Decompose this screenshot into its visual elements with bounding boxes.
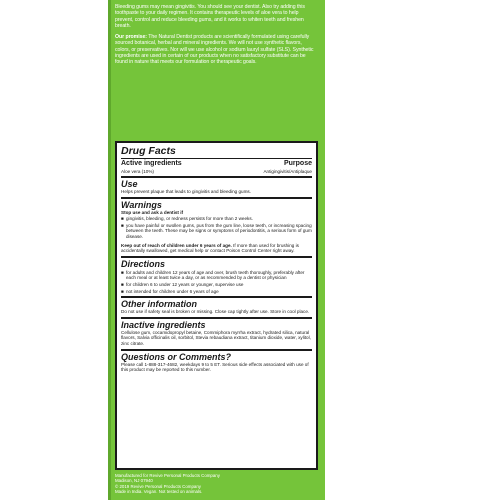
active-ingredients-heading: Active ingredients [121, 160, 182, 167]
warning-bullet-text: you have painful or swollen gums, pus from the gum line, loose teeth, or increasing spacing between the teeth. These may be signs or symptoms of periodontitis, a serious form of gum disease. [126, 222, 312, 239]
questions-text: Please call 1-888-317-4682, weekdays 9 to 5 ET. Serious side effects associated with use of this product may be reported to this number. [121, 361, 309, 373]
directions-bullet-text: for adults and children 12 years of age and over, brush teeth thoroughly, preferably after each meal or at least twice a day, or as recommended by a dentist or physician [126, 269, 305, 281]
directions-bullet [121, 270, 312, 281]
bullet-icon: ■ [121, 281, 124, 287]
questions-heading: Questions or Comments? [121, 351, 232, 362]
directions-bullet [121, 289, 312, 295]
other-information-heading: Other information [121, 299, 197, 310]
use-heading: Use [121, 179, 138, 189]
inactive-ingredients-section [121, 319, 312, 351]
warning-bullet [121, 223, 312, 240]
drug-facts-title: Drug Facts [121, 145, 312, 159]
active-ingredient-name: Aloe vera (10%) [121, 169, 154, 174]
box-fold-edge [108, 0, 111, 500]
directions-heading: Directions [121, 258, 166, 269]
other-information-text: Do not use if safety seal is broken or missing. Close cap tightly after use. Store in cool place. [121, 309, 310, 315]
inactive-ingredients-text: Cellulose gum, cocamidopropyl betaine, Commiphora myrrha extract, hydrated silica, natural flavors, Salvia officinalis oil, sorbitol, Stevia rebaudiana extract, titanium dioxide, water, xylitol, zinc citrate. [121, 329, 311, 346]
purpose-heading: Purpose [283, 160, 312, 167]
footer-line: Manufactured for Revive Personal Products Company [115, 473, 220, 478]
directions-section [121, 258, 312, 298]
footer-line: Made in India. Vegan. Not tested on animals. [115, 489, 203, 495]
use-text: Helps prevent plaque that leads to gingivitis and bleeding gums. [121, 189, 251, 194]
promise-label: Our promise: [115, 34, 147, 41]
warnings-section [121, 199, 312, 258]
active-ingredient-row [121, 169, 312, 178]
warning-bullet-text: gingivitis, bleeding, or redness persists for more than 2 weeks. [126, 216, 253, 222]
intro-text-block [115, 4, 318, 71]
other-information-section [121, 298, 312, 319]
directions-bullet [121, 282, 312, 288]
footer-line: © 2019 Revive Personal Products Company [115, 483, 201, 489]
promise-paragraph [115, 34, 318, 65]
manufacturer-footer [115, 473, 318, 495]
warnings-heading: Warnings [121, 199, 162, 210]
inactive-ingredients-heading: Inactive ingredients [121, 319, 206, 330]
questions-section [121, 351, 312, 375]
active-ingredients-header-row [121, 159, 312, 169]
bullet-icon: ■ [121, 288, 124, 294]
keep-out-text [121, 243, 312, 254]
directions-bullet-text: not intended for children under 6 years of age [126, 288, 219, 294]
promise-text: The Natural Dentist products are scientifically formulated using carefully sourced botanical, herbal and mineral ingredients. We will not use synthetic flavors, colors, or preservatives. Nor will we use alcohol or sodium lauryl sulfate (SLS). Synthetic ingredients are used in certain of our products when no satisfactory substitute can be found in nature that meets our formulation or therapeutic goals. [115, 34, 314, 66]
use-section [121, 178, 312, 199]
drug-facts-panel [115, 141, 318, 470]
intro-paragraph: Bleeding gums may mean gingivitis. You should see your dentist. Also try adding this toothpaste to your daily regimen. It contains therapeutic levels of aloe vera to help prevent, control and reduce bleeding gums, and it works to whiten teeth and freshen breath. [115, 4, 305, 29]
directions-bullet-text: for children 6 to under 12 years or younger, supervise use [126, 281, 244, 287]
footer-line: Madison, NJ 07940 [115, 478, 153, 484]
bullet-icon: ■ [121, 216, 124, 222]
keep-out-bold: Keep out of reach of children under 6 years of age. [121, 242, 232, 248]
stop-use-text: Stop use and ask a dentist if [121, 209, 184, 215]
keep-out-rest: If more than used for brushing is accidentally swallowed, get medical help or contact Poison Control Center right away. [121, 242, 299, 254]
active-ingredient-purpose: Antigingivitis/Antiplaque [263, 169, 312, 174]
toothpaste-box-side-panel [108, 0, 325, 500]
bullet-icon: ■ [121, 269, 124, 275]
warning-bullet [121, 216, 312, 222]
bullet-icon: ■ [121, 222, 124, 228]
